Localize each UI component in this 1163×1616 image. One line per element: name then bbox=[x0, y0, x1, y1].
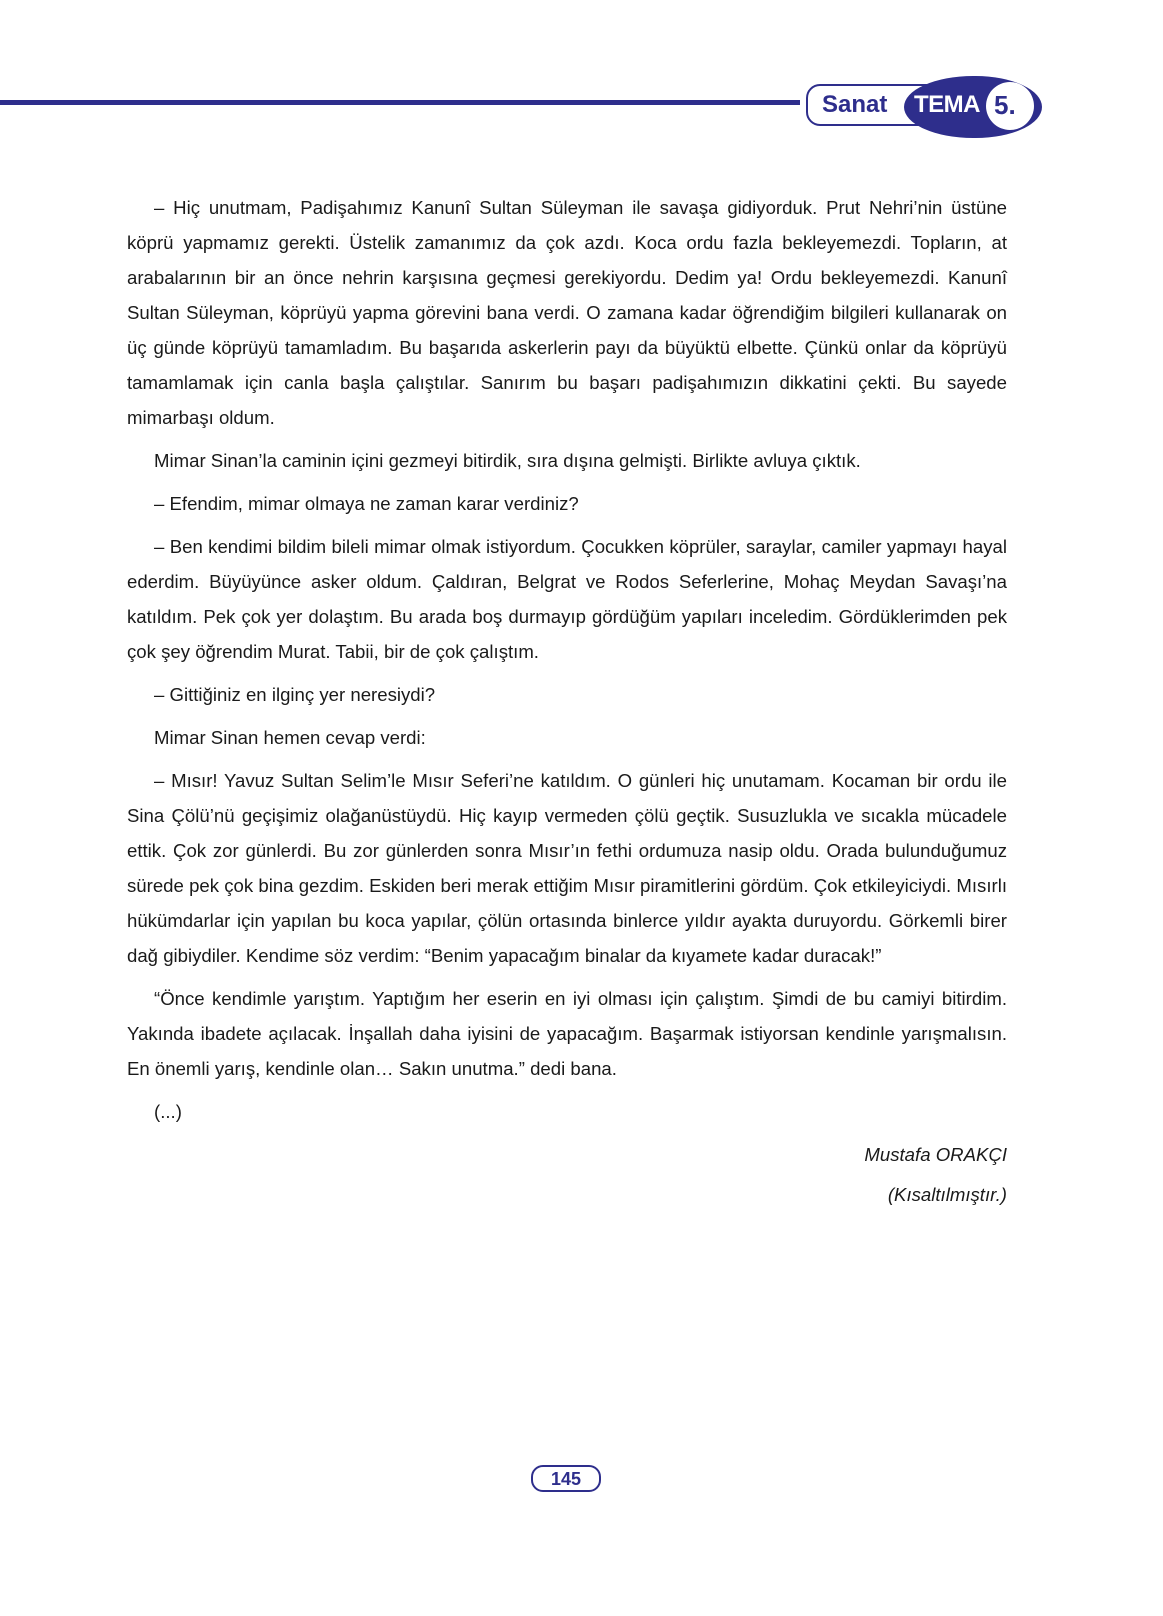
paragraph: – Gittiğiniz en ilginç yer neresiydi? bbox=[154, 684, 436, 705]
header-rule bbox=[0, 100, 800, 105]
story-text bbox=[127, 190, 1007, 1137]
paragraph: – Mısır! Yavuz Sultan Selim’le Mısır Seferi’ne katıldım. O günleri hiç unutamam. Kocaman bir ordu ile Sina Çölü’nü geçişimiz olağanüstüydü. Hiç kayıp vermeden çölü geçtik. Susuzlukla ve sıcakla mücadele ettik. Çok zor günlerdi. Bu zor günlerden sonra Mısır’ın fethi ordumuza nasip oldu. Orada bulunduğumuz sürede pek çok bina gezdim. Eskiden beri merak ettiğim Mısır piramitlerini gördüm. Çok etkileyiciydi. Mısırlı hükümdarlar için yapılan bu koca yapılar, çölün ortasında binlerce yıldır ayakta duruyordu. Görkemli birer dağ gibiydiler. Kendime söz verdim: “Benim yapacağım binalar da kıyamete kadar duracak!” bbox=[127, 770, 1007, 966]
theme-number: 5. bbox=[994, 90, 1016, 120]
author-name: Mustafa ORAKÇI bbox=[864, 1144, 1007, 1165]
paragraph: – Ben kendimi bildim bileli mimar olmak istiyordum. Çocukken köprüler, saraylar, camiler yapmayı hayal ederdim. Büyüyünce asker oldum. Çaldıran, Belgrat ve Rodos Seferlerine, Mohaç Meydan Savaşı’na katıldım. Pek çok yer dolaştım. Bu arada boş durmayıp gördüğüm yapıları inceledim. Gördüklerimden pek çok şey öğrendim Murat. Tabii, bir de çok çalıştım. bbox=[127, 536, 1007, 662]
paragraph: Mimar Sinan’la caminin içini gezmeyi bitirdik, sıra dışına gelmişti. Birlikte avluya çıktık. bbox=[154, 450, 861, 471]
theme-label: TEMA bbox=[914, 91, 980, 118]
page-number: 145 bbox=[531, 1465, 601, 1492]
paragraph: “Önce kendimle yarıştım. Yaptığım her eserin en iyi olması için çalıştım. Şimdi de bu camiyi bitirdim. Yakında ibadete açılacak. İnşallah daha iyisini de yapacağım. Başarmak istiyorsan kendinle yarışmalısın. En önemli yarış, kendinle olan… Sakın unutma.” dedi bana. bbox=[127, 988, 1007, 1079]
section-label: Sanat bbox=[822, 91, 888, 118]
abridged-note: (Kısaltılmıştır.) bbox=[887, 1184, 1007, 1205]
attribution bbox=[864, 1135, 1007, 1215]
paragraph: Mimar Sinan hemen cevap verdi: bbox=[154, 727, 426, 748]
paragraph: – Efendim, mimar olmaya ne zaman karar verdiniz? bbox=[154, 493, 579, 514]
paragraph: (...) bbox=[154, 1101, 182, 1122]
paragraph: – Hiç unutmam, Padişahımız Kanunî Sultan Süleyman ile savaşa gidiyorduk. Prut Nehri’nin üstüne köprü yapmamız gerekti. Üstelik zamanımız da çok azdı. Koca ordu fazla bekleyemezdi. Topların, at arabalarının bir an önce nehrin karşısına geçmesi gerekiyordu. Dedim ya! Ordu bekleyemezdi. Kanunî Sultan Süleyman, köprüyü yapma görevini bana verdi. O zamana kadar öğrendiğim bilgileri kullanarak on üç günde köprüyü tamamladım. Bu başarıda askerlerin payı da büyüktü elbette. Çünkü onlar da köprüyü tamamlamak için canla başla çalıştılar. Sanırım bu başarı padişahımızın dikkatini çekti. Bu sayede mimarbaşı oldum. bbox=[127, 197, 1007, 428]
theme-badge bbox=[806, 76, 1046, 138]
